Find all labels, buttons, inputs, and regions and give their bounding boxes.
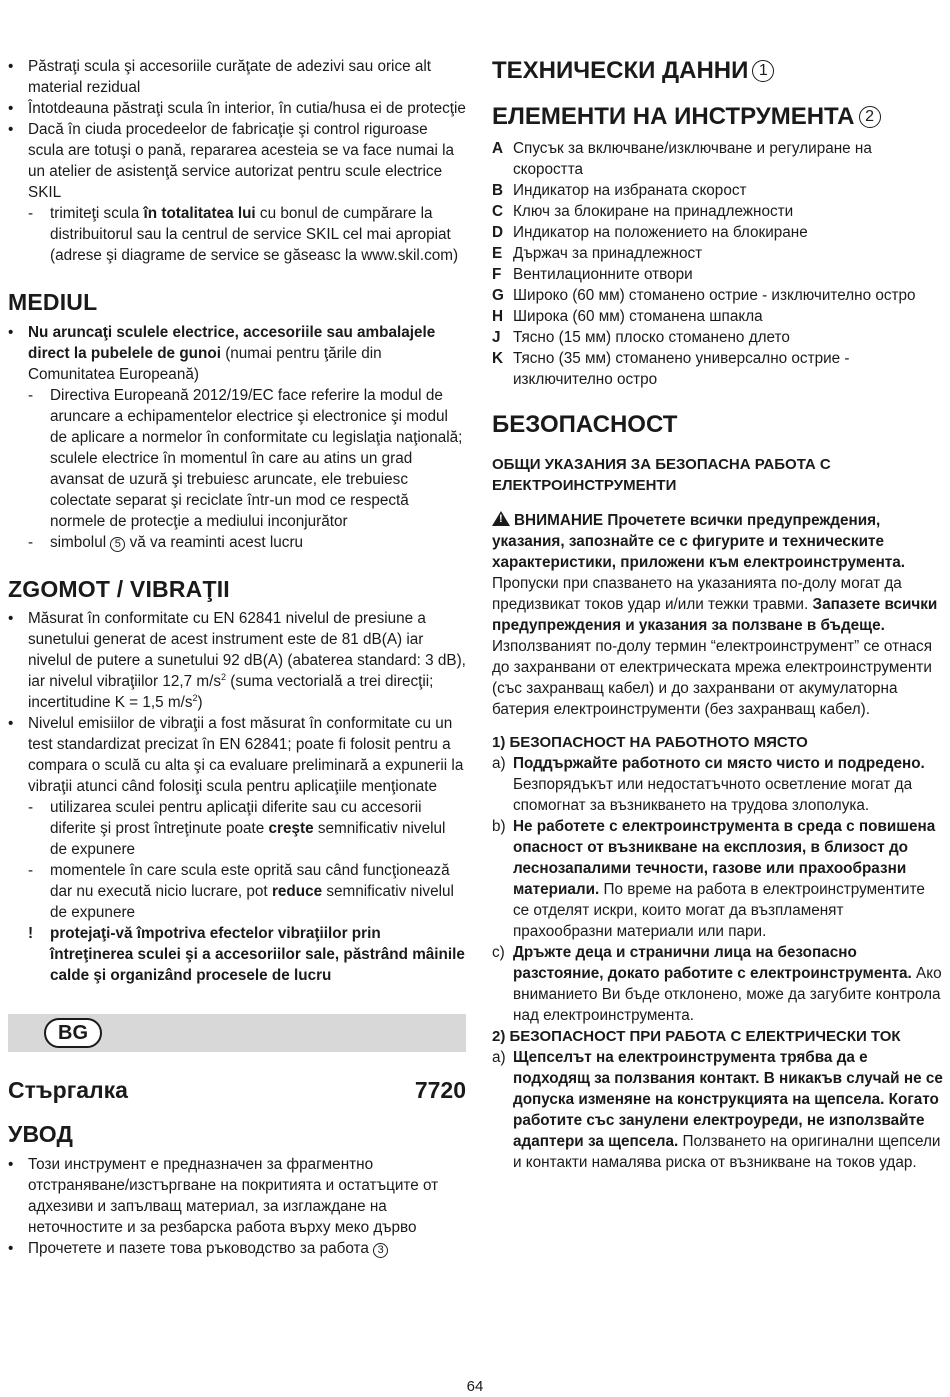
warning-triangle-icon	[492, 511, 510, 526]
list-item: a) Щепселът на електроинструмента трябва да е подходящ за ползвания контакт. В никакъв случай не се допуска изменяне на конструкцията на щепсела. Когато работите със занулени електроуреди, не използвайте адаптери за щепсела. Ползването на оригинални щепсели и контакти намалява риска от възникване на токов удар.	[492, 1049, 943, 1171]
list-item: A Спусък за включване/изключване и регулиране на скоростта	[492, 140, 872, 178]
list-item: • Măsurat în conformitate cu EN 62841 nivelul de presiune a sunetului generat de acest instrument este de 81 dB(A) iar nivelul de putere a sunetului 92 dB(A) (abaterea standard: 3 dB), iar nivelul vibraţiilor 12,7 $m/s^2$ (suma vectorială a trei direcţii; incertitudine K = 1,5 $m/s^2$)	[8, 610, 466, 711]
list-item: J Тясно (15 мм) плоско стоманено длето	[492, 329, 790, 346]
warning-list-item: ! protejaţi-vă împotriva efectelor vibraţiilor prin întreţinerea sculei şi a accesoriilor sale, păstrând mâinile calde şi organizând procesele de lucru	[28, 925, 465, 984]
item-letter: a)	[492, 1049, 506, 1066]
item-letter: A	[492, 140, 504, 157]
section-title-uvod: УВОД	[8, 1121, 74, 1147]
language-band	[8, 1014, 466, 1052]
section-title-tech-data: ТЕХНИЧЕСКИ ДАННИ 1	[492, 56, 944, 86]
item-letter: F	[492, 266, 502, 283]
section-2-list	[492, 1047, 944, 1173]
list-item: • Dacă în ciuda procedeelor de fabricaţie şi control riguroase scula are totuşi o pană, repararea acesteia se va face numai la un atelier de asistenţă service autorizat pentru scule electrice SKIL	[8, 121, 455, 201]
list-item: E Държач за принадлежност	[492, 245, 703, 262]
list-item: • Nu aruncaţi sculele electrice, accesoriile sau ambalajele direct la pubelele de gunoi (numai pentru ţările din Comunitatea Europeană)	[8, 324, 436, 383]
list-item: • Nivelul emisiilor de vibraţii a fost măsurat în conformitate cu un test standardizat precizat în EN 62841; poate fi folosit pentru a compara o sculă cu alta şi ca evaluare preliminară a expunerii la vibraţii atunci când folosiţi scula pentru aplicaţiile menţionate	[8, 715, 464, 795]
section-1-list	[492, 753, 944, 1026]
list-item: • Този инструмент е предназначен за фрагментно отстраняване/изстъргване на покритията и остатъците от адхезиви и запълващ материал, за изглаждане на неточностите и за резбарска работа върху меко дърво	[8, 1156, 439, 1236]
section-1-title: 1) БЕЗОПАСНОСТ НА РАБОТНОТО МЯСТО	[492, 734, 808, 751]
general-safety-heading: ОБЩИ УКАЗАНИЯ ЗА БЕЗОПАСНА РАБОТА С ЕЛЕКТРОИНСТРУМЕНТИ	[492, 456, 831, 494]
elements-list	[492, 138, 944, 390]
item-letter: C	[492, 203, 504, 220]
sub-list-item: - utilizarea sculei pentru aplicaţii diferite sau cu accesorii diferite şi prost întreţinute poate creşte semnificativ nivelul de expunere	[28, 799, 446, 858]
list-item: • Întotdeauna păstraţi scula în interior, în cutia/husa ei de protecţie	[8, 100, 466, 117]
item-letter: E	[492, 245, 503, 262]
item-letter: H	[492, 308, 504, 325]
product-title-row	[8, 1076, 466, 1104]
sub-list-item: - momentele în care scula este oprită sau când funcţionează dar nu execută nicio lucrare, pot reduce semnificativ nivelul de expunere	[28, 862, 454, 921]
item-letter: b)	[492, 818, 506, 835]
list-item: F Вентилационните отвори	[492, 266, 693, 283]
figure-ref-circle: 3	[373, 1243, 388, 1258]
item-letter: c)	[492, 944, 505, 961]
list-item: D Индикатор на положението на блокиране	[492, 224, 808, 241]
item-letter: a)	[492, 755, 506, 772]
section-2-title: 2) БЕЗОПАСНОСТ ПРИ РАБОТА С ЕЛЕКТРИЧЕСКИ ТОК	[492, 1028, 901, 1045]
figure-ref-circle: 5	[110, 537, 125, 552]
product-number: 7720	[414, 1077, 466, 1103]
item-letter: G	[492, 287, 504, 304]
right-column	[492, 56, 944, 1173]
sub-list-item: - Directiva Europeană 2012/19/EC face referire la modul de aruncare a echipamentelor electrice şi electronice şi modul de aplicare a normelor în conformitate cu legislaţia naţională; sculele electrice în momentul în care au atins un grad avansat de uzură şi trebuiesc aruncate, ele trebuiesc colectate separat şi reciclate într-un mod ce respectă normele de protecţie a mediului inconjurător	[28, 387, 463, 530]
item-letter: K	[492, 350, 504, 367]
figure-ref-circle: 2	[859, 106, 881, 128]
list-item: c) Дръжте деца и странични лица на безопасно разстояние, докато работите с електроинструмента. Ако вниманието Ви бъде отклонено, може да загубите контрола над електроинструмента.	[492, 944, 942, 1024]
list-item: K Тясно (35 мм) стоманено универсално острие - изключително остро	[492, 350, 850, 388]
list-item: B Индикатор на избраната скорост	[492, 182, 747, 199]
list-item: • Păstraţi scula şi accesoriile curăţate de adezivi sau orice alt material rezidual	[8, 58, 432, 96]
warning-paragraph: !ВНИМАНИЕ Прочетете всички предупреждения, указания, запознайте се с фигурите и техническите характеристики, приложени към електроинструмента. Пропуски при спазването на указанията по-долу могат да предизвикат токов удар и/или тежки травми. Запазете всички предупреждения и указания за ползване в бъдеще. Използваният по-долу термин “електроинструмент” се отнася до захранвани от електрическата мрежа електроинструменти (със захранващ кабел) и до захранвани от акумулаторна батерия електроинструменти (без захранващ кабел).	[492, 510, 944, 720]
language-badge: BG	[44, 1018, 102, 1048]
list-item: H Широка (60 мм) стоманена шпакла	[492, 308, 763, 325]
section-title-elements: ЕЛЕМЕНТИ НА ИНСТРУМЕНТА 2	[492, 102, 944, 132]
item-letter: J	[492, 329, 501, 346]
section-title-safety: БЕЗОПАСНОСТ	[492, 411, 678, 438]
list-item: • Прочетете и пазете това ръководство за работа 3	[8, 1238, 466, 1259]
section-title-mediul: MEDIUL	[8, 289, 98, 315]
product-name: Стъргалка	[8, 1077, 128, 1103]
sub-list-item: - trimiteţi scula în totalitatea lui cu bonul de cumpărare la distribuitorul sau la centrul de service SKIL cel mai apropiat (adrese şi diagrame de service se găseasc la www.skil.com)	[28, 205, 459, 264]
page-number: 64	[466, 1378, 484, 1395]
item-letter: B	[492, 182, 504, 199]
list-item: G Широко (60 мм) стоманено острие - изключително остро	[492, 287, 916, 304]
list-item: C Ключ за блокиране на принадлежности	[492, 203, 794, 220]
list-item: a) Поддържайте работното си място чисто и подредено. Безпорядъкът или недостатъчното осветление могат да спомогнат за възникването на трудова злополука.	[492, 755, 925, 814]
list-item: b) Не работете с електроинструмента в среда с повишена опасност от възникване на експлозия, в близост до леснозапалими течности, газове или прахообразни материали. По време на работа в електроинструментите се отделят искри, които могат да възпламенят прахообразни материали или пари.	[492, 818, 936, 940]
item-letter: D	[492, 224, 504, 241]
sub-list-item: - simbolul 5 vă va reaminti acest lucru	[28, 534, 304, 551]
left-column	[8, 56, 466, 1259]
figure-ref-circle: 1	[752, 60, 774, 82]
section-title-zgomot: ZGOMOT / VIBRAŢII	[8, 576, 230, 602]
